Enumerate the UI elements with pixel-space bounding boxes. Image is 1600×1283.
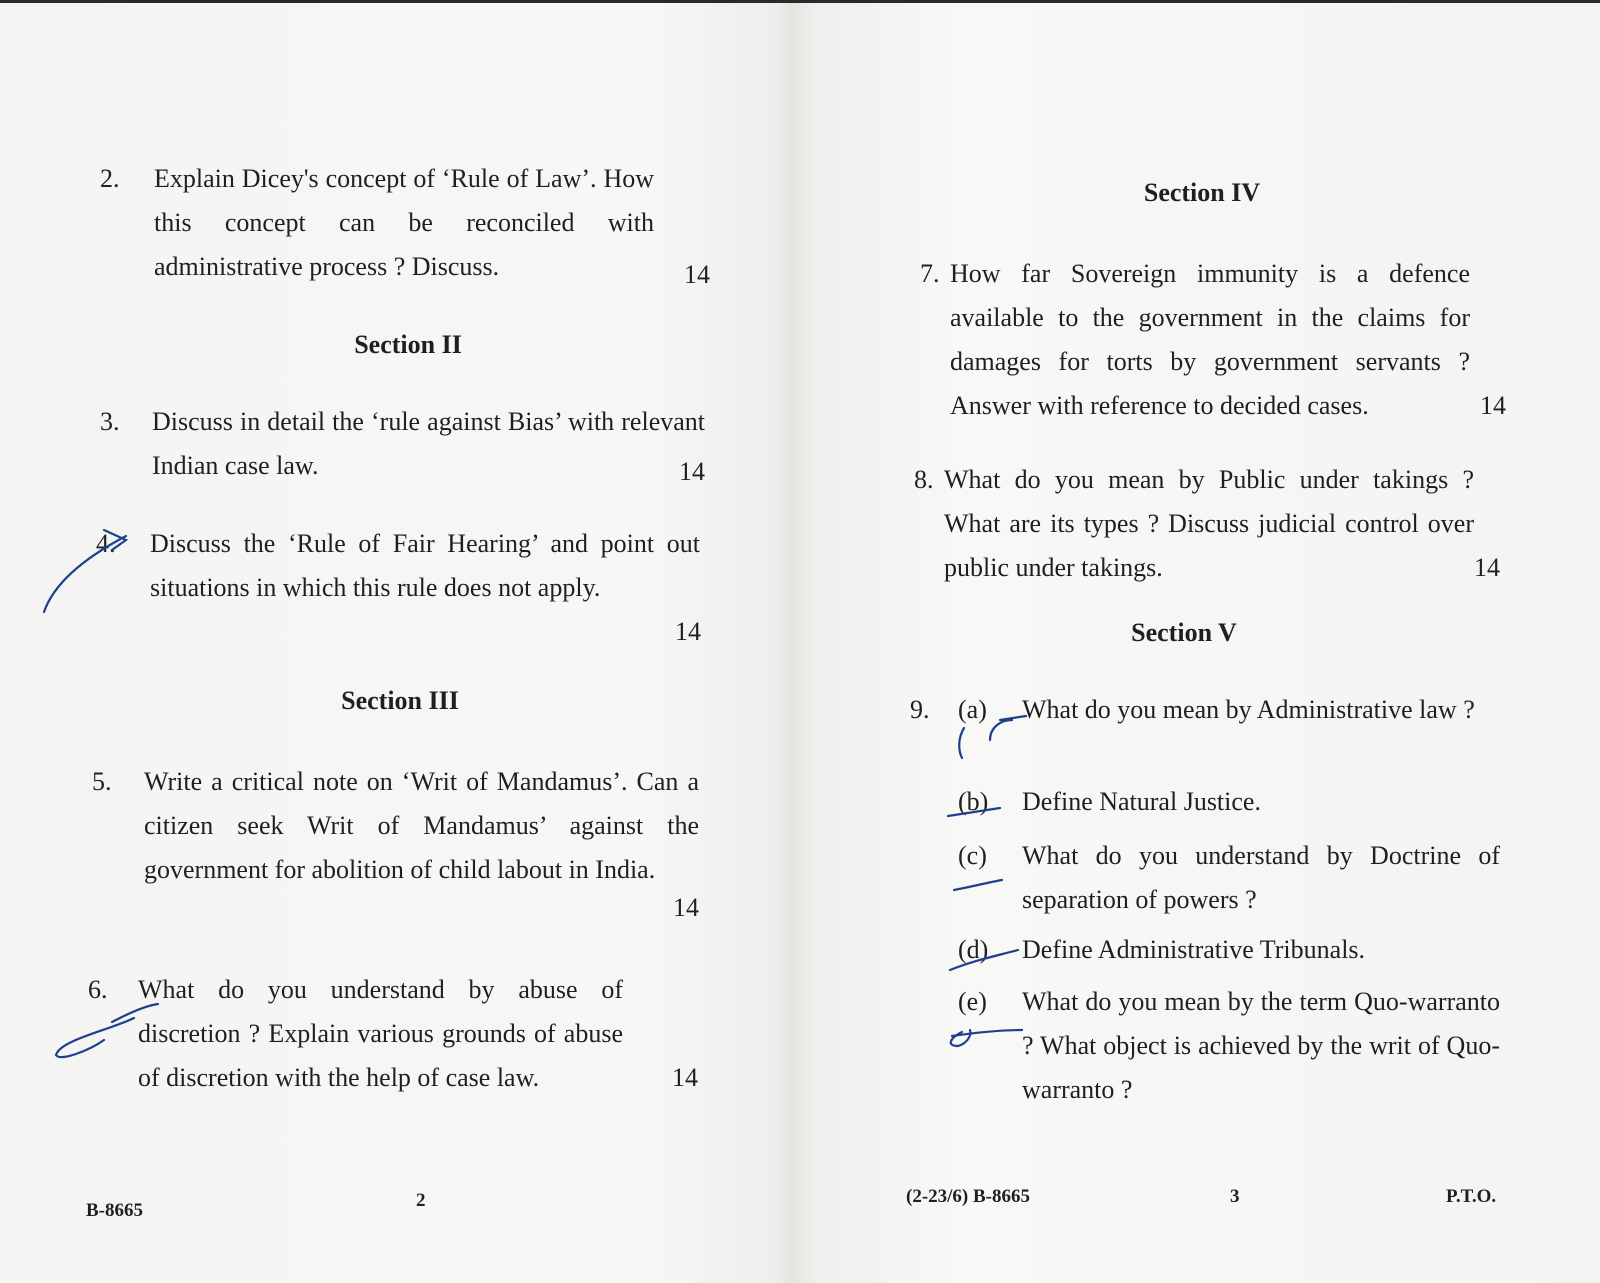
- part-text: Define Natural Justice.: [1022, 787, 1261, 816]
- section-heading: Section IV: [1143, 178, 1261, 207]
- question-text: What do you understand by abuse of discretion ? Explain various grounds of abuse of discretion with the help of case law.: [138, 975, 623, 1092]
- question-9-part-b: [958, 780, 1500, 824]
- part-label: (b): [958, 787, 989, 816]
- question-number: 2.: [100, 164, 120, 193]
- question-number: 9.: [910, 695, 930, 724]
- question-4: [96, 522, 701, 654]
- question-number: 3.: [100, 407, 120, 436]
- question-text: Discuss the ‘Rule of Fair Hearing’ and point out situations in which this rule does not apply.: [150, 529, 700, 602]
- question-marks: 14: [1474, 553, 1500, 582]
- part-text: What do you mean by Administrative law ?: [1022, 695, 1475, 724]
- part-label: (d): [958, 935, 989, 964]
- question-9-part-d: [958, 928, 1500, 972]
- part-text: What do you mean by the term Quo-warranto ? What object is achieved by the writ of Quo-warranto ?: [1022, 987, 1500, 1104]
- part-label: (a): [958, 695, 987, 724]
- question-marks: 14: [673, 893, 699, 922]
- question-6: [88, 968, 698, 1100]
- footer-code: (2-23/6) B-8665: [906, 1186, 1031, 1207]
- page-number: 3: [1230, 1186, 1240, 1207]
- question-marks: 14: [684, 260, 710, 289]
- left-page: [0, 0, 790, 1283]
- question-2: [100, 157, 710, 289]
- question-number: 6.: [88, 975, 108, 1004]
- question-text: Explain Dicey's concept of ‘Rule of Law’. How this concept can be reconciled with administrative process ? Discuss.: [154, 164, 654, 281]
- question-text: Discuss in detail the ‘rule against Bias’ with relevant Indian case law.: [152, 407, 705, 480]
- question-number: 5.: [92, 767, 112, 796]
- section-heading: Section V: [1131, 618, 1237, 647]
- part-text: What do you understand by Doctrine of separation of powers ?: [1022, 841, 1500, 914]
- question-marks: 14: [679, 457, 705, 486]
- question-text: How far Sovereign immunity is a defence available to the government in the claims for damages for torts by government servants ? Answer with reference to decided cases.: [950, 259, 1470, 420]
- question-7: [920, 252, 1506, 428]
- section-heading: Section III: [341, 686, 459, 715]
- question-9-part-e: [958, 980, 1500, 1112]
- section-heading: Section II: [354, 330, 462, 359]
- part-text: Define Administrative Tribunals.: [1022, 935, 1366, 964]
- question-3: [100, 400, 705, 490]
- question-9-part-c: [958, 834, 1500, 922]
- question-text: What do you mean by Public under takings ? What are its types ? Discuss judicial control over public under takings.: [944, 465, 1474, 582]
- question-number: 4.: [96, 529, 116, 558]
- part-label: (e): [958, 987, 987, 1016]
- question-text: Write a critical note on ‘Writ of Mandamus’. Can a citizen seek Writ of Mandamus’ against the government for abolition of child labout in India.: [144, 767, 699, 884]
- question-marks: 14: [1480, 391, 1506, 420]
- question-5: [92, 760, 699, 940]
- question-9-number: [910, 688, 950, 732]
- pto-label: P.T.O.: [1446, 1186, 1497, 1207]
- question-number: 7.: [920, 259, 940, 288]
- question-9-part-a: [958, 688, 1500, 776]
- question-8: [914, 458, 1500, 590]
- part-label: (c): [958, 841, 987, 870]
- right-page: [790, 0, 1600, 1283]
- page-number: 2: [416, 1190, 426, 1211]
- question-marks: 14: [675, 617, 701, 646]
- question-number: 8.: [914, 465, 934, 494]
- question-marks: 14: [672, 1063, 698, 1092]
- footer-code: B-8665: [86, 1200, 143, 1221]
